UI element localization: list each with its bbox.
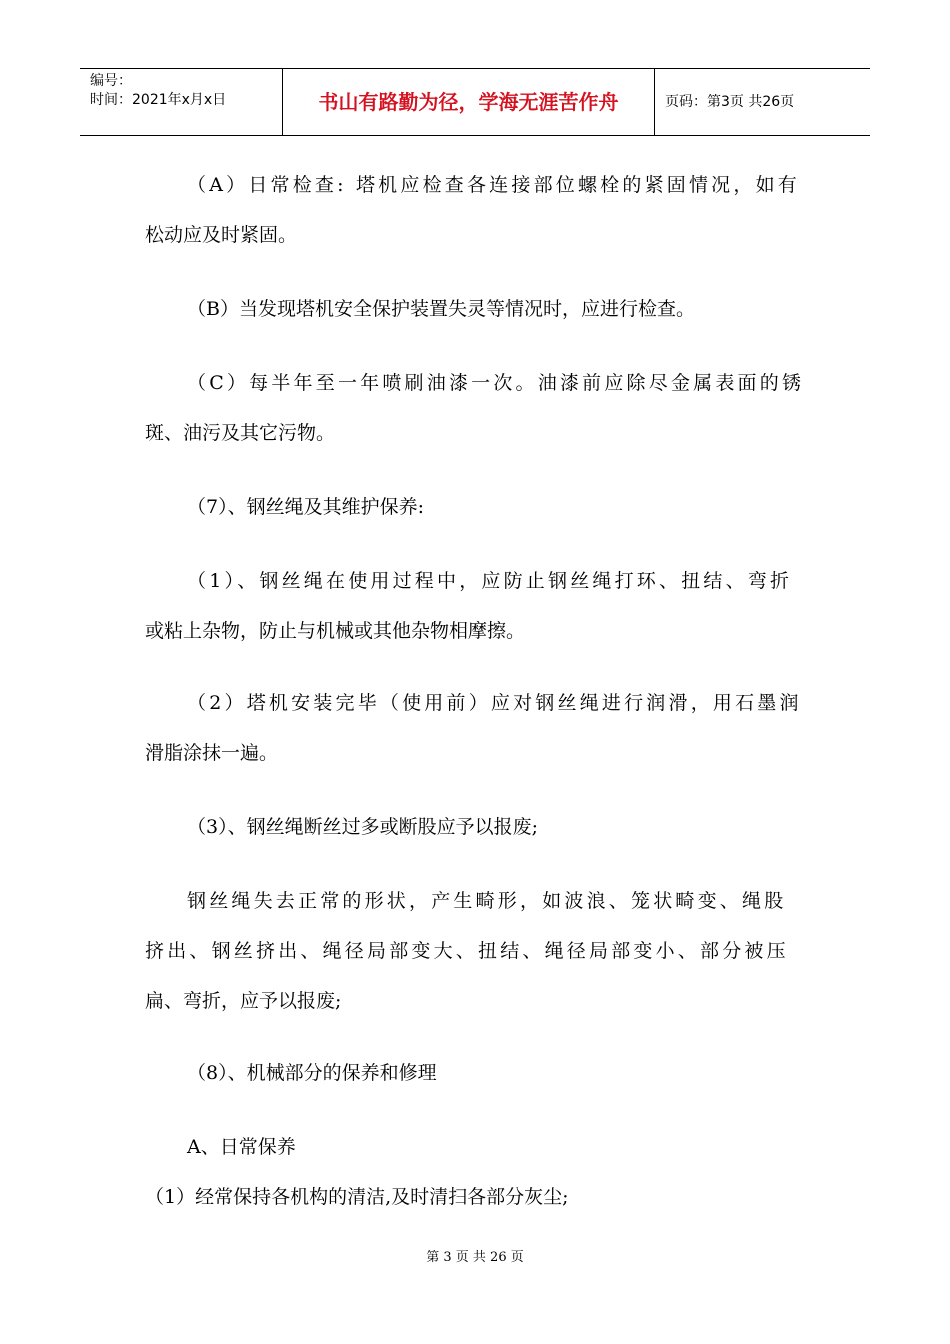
section-heading: （8）、机械部分的保养和修理 — [187, 1062, 437, 1084]
header-motto: 书山有路勤为径，学海无涯苦作舟 — [283, 69, 655, 135]
paragraph-line: 钢丝绳失去正常的形状，产生畸形，如波浪、笼状畸变、绳股 — [187, 890, 787, 912]
header-page-label: 页码：第3页 共26页 — [665, 94, 795, 110]
paragraph-line: 斑、油污及其它污物。 — [145, 422, 336, 444]
paragraph-line: （1）经常保持各机构的清洁,及时清扫各部分灰尘; — [145, 1186, 569, 1208]
paragraph-line: 扁、弯折，应予以报废; — [145, 990, 342, 1012]
paragraph-line: （1）、钢丝绳在使用过程中，应防止钢丝绳打环、扭结、弯折 — [187, 570, 793, 592]
subsection-heading: A、日常保养 — [187, 1136, 296, 1158]
paragraph-line: （3）、钢丝绳断丝过多或断股应予以报废; — [187, 816, 538, 838]
paragraph-line: （2）塔机安装完毕（使用前）应对钢丝绳进行润滑，用石墨润 — [187, 692, 802, 714]
paragraph-line: 挤出、钢丝挤出、绳径局部变大、扭结、绳径局部变小、部分被压 — [145, 940, 789, 962]
section-heading: （7）、钢丝绳及其维护保养: — [187, 496, 424, 518]
document-number-label: 编号： — [90, 73, 132, 89]
paragraph-line: （C）每半年至一年喷刷油漆一次。油漆前应除尽金属表面的锈 — [187, 372, 805, 394]
page-header — [80, 68, 870, 136]
page-footer: 第 3 页 共 26 页 — [426, 1250, 524, 1265]
paragraph-line: 滑脂涂抹一遍。 — [145, 742, 279, 764]
paragraph-line: 松动应及时紧固。 — [145, 224, 298, 246]
paragraph-line: （A）日常检查: 塔机应检查各连接部位螺栓的紧固情况，如有 — [187, 174, 800, 196]
header-meta-cell — [80, 69, 283, 135]
paragraph-line: 或粘上杂物，防止与机械或其他杂物相摩擦。 — [145, 620, 526, 642]
paragraph-line: （B）当发现塔机安全保护装置失灵等情况时，应进行检查。 — [187, 298, 695, 320]
document-time-label: 时间：2021年x月x日 — [90, 92, 227, 108]
